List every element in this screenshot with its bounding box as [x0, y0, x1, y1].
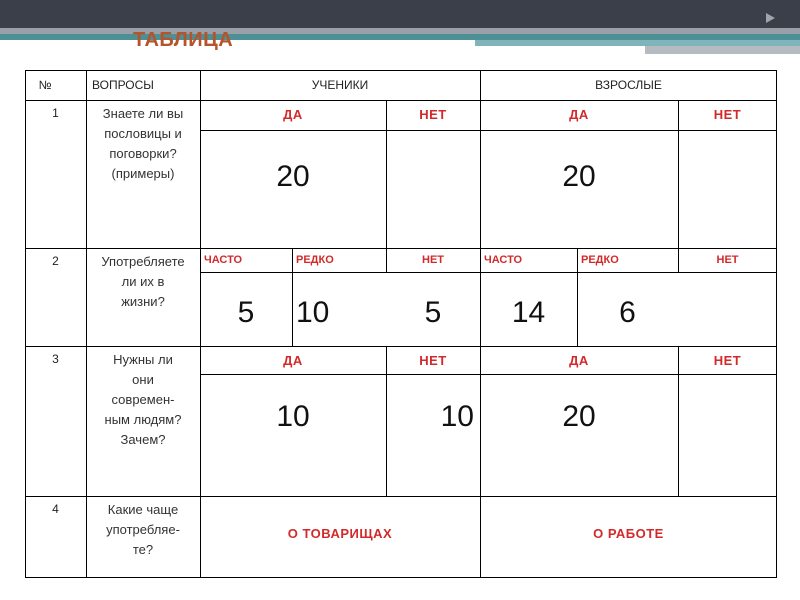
header-band-dark	[0, 0, 800, 28]
question-text: Нужны ли они современ- ным людям? Зачем?	[104, 352, 182, 447]
row-divider	[200, 374, 777, 375]
answer-label: НЕТ	[713, 107, 742, 122]
header-adults: ВЗРОСЛЫЕ	[595, 78, 662, 92]
answer-label: РЕДКО	[296, 254, 334, 266]
col-divider	[386, 100, 387, 248]
slide-title: ТАБЛИЦА	[133, 29, 234, 51]
answer-label: ДА	[283, 353, 303, 368]
answer-value: 20	[276, 160, 310, 193]
question-text: Какие чаще употребляе- те?	[106, 502, 180, 557]
question-text: Знаете ли вы пословицы и поговорки? (примеры)	[102, 106, 184, 181]
answer-value: 20	[562, 160, 596, 193]
row-number: 2	[52, 254, 59, 268]
row-number: 4	[52, 502, 59, 516]
header-num: №	[38, 78, 52, 92]
answer-label: НЕТ	[422, 254, 444, 266]
answer-label: ДА	[569, 353, 589, 368]
row-divider	[25, 346, 777, 347]
answer-label: ДА	[569, 107, 589, 122]
answer-value: 10	[440, 400, 474, 433]
row-divider	[200, 272, 777, 273]
answer-label: ДА	[283, 107, 303, 122]
answer-label: НЕТ	[419, 107, 447, 122]
answer-value: 14	[511, 296, 546, 329]
answer-label: ЧАСТО	[204, 254, 243, 266]
answer-label: НЕТ	[716, 254, 739, 266]
answer-value: 5	[237, 296, 255, 329]
row-number: 1	[52, 106, 59, 120]
answer-label: НЕТ	[713, 353, 742, 368]
answer-label: РЕДКО	[581, 254, 619, 266]
row-divider	[25, 100, 777, 101]
play-arrow-icon	[766, 13, 775, 23]
header-band-grey-accent	[645, 46, 800, 54]
answer-label: НЕТ	[419, 353, 447, 368]
row-number: 3	[52, 352, 59, 366]
header-students: УЧЕНИКИ	[311, 78, 369, 92]
answer-value: 10	[276, 400, 310, 433]
row-divider	[25, 248, 777, 249]
question-text: Употребляете ли их в жизни?	[101, 254, 185, 309]
answer-label: ЧАСТО	[484, 254, 523, 266]
col-divider	[292, 248, 293, 346]
answer-value: 6	[619, 296, 636, 329]
col-divider	[678, 346, 679, 496]
header-questions: ВОПРОСЫ	[92, 78, 154, 92]
answer-value: 20	[562, 400, 596, 433]
answer-label: О ТОВАРИЩАХ	[287, 526, 393, 541]
answer-value: 10	[296, 296, 330, 329]
answer-value: 5	[424, 296, 442, 329]
row-divider	[25, 496, 777, 497]
answer-label: О РАБОТЕ	[593, 526, 664, 541]
row-divider	[200, 130, 777, 131]
col-divider	[678, 100, 679, 248]
